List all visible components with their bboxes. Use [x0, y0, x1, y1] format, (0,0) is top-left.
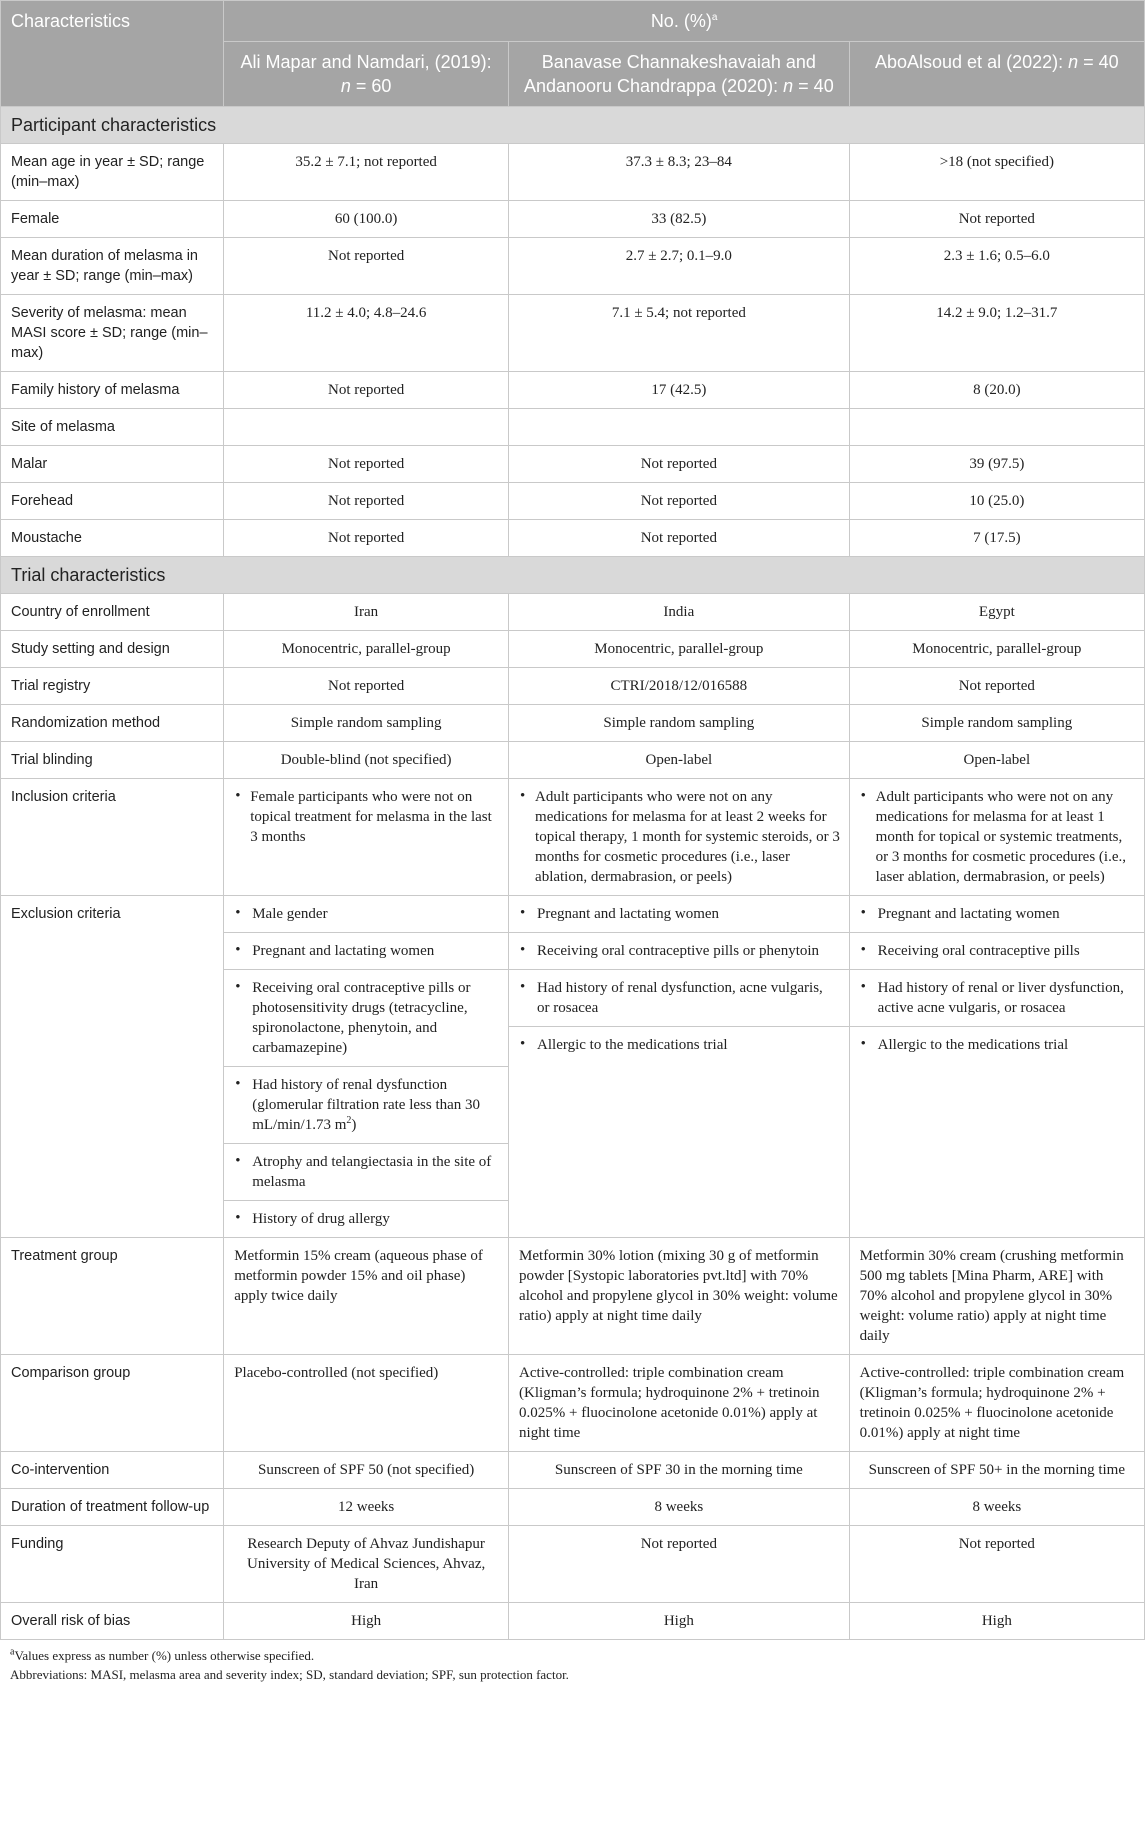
table-row — [1, 520, 1145, 557]
cell-study-3 — [849, 779, 1144, 896]
row-label: Site of melasma — [1, 409, 224, 446]
table-row — [1, 1526, 1145, 1603]
cell-study-3: 2.3 ± 1.6; 0.5–6.0 — [849, 238, 1144, 295]
row-label: Funding — [1, 1526, 224, 1603]
table-row — [1, 742, 1145, 779]
table-row — [1, 201, 1145, 238]
row-label: Trial blinding — [1, 742, 224, 779]
list-item — [509, 896, 849, 932]
header-study-2: Banavase Channakeshavaiah and Andanooru Chandrappa (2020): n = 40 — [509, 42, 850, 107]
row-label: Trial registry — [1, 668, 224, 705]
list-item — [224, 1143, 508, 1200]
closing-paren: ) — [351, 1117, 357, 1133]
table-row — [1, 238, 1145, 295]
row-label: Mean age in year ± SD; range (min–max) — [1, 144, 224, 201]
cell-study-2: 2.7 ± 2.7; 0.1–9.0 — [509, 238, 850, 295]
cell-study-3: Not reported — [849, 1526, 1144, 1603]
table-row — [1, 631, 1145, 668]
cell-study-2: CTRI/2018/12/016588 — [509, 668, 850, 705]
cell-study-3: Metformin 30% cream (crushing metformin 500 mg tablets [Mina Pharm, ARE] with 70% alcohol and propylene glycol in 30% weight: volume ratio) apply at night time daily — [849, 1238, 1144, 1355]
list-item-text: Allergic to the medications trial — [877, 1037, 1069, 1053]
row-label: Family history of melasma — [1, 372, 224, 409]
footnote-abbreviations: Abbreviations: MASI, melasma area and severity index; SD, standard deviation; SPF, sun protection factor. — [10, 1667, 569, 1682]
table-row — [1, 1238, 1145, 1355]
header-characteristics: Characteristics — [1, 1, 224, 107]
cell-study-2: Not reported — [509, 483, 850, 520]
table-row-inclusion — [1, 779, 1145, 896]
section-participant — [1, 107, 1145, 144]
cell-study-1 — [224, 409, 509, 446]
table-row-exclusion — [1, 896, 1145, 1238]
cell-study-2: Simple random sampling — [509, 705, 850, 742]
cell-study-3: >18 (not specified) — [849, 144, 1144, 201]
list-item — [509, 932, 849, 969]
cell-study-3: Simple random sampling — [849, 705, 1144, 742]
bullet-list — [509, 779, 849, 895]
cell-study-1: Monocentric, parallel-group — [224, 631, 509, 668]
row-label: Female — [1, 201, 224, 238]
cell-study-1: Research Deputy of Ahvaz Jundishapur University of Medical Sciences, Ahvaz, Iran — [224, 1526, 509, 1603]
table-row — [1, 1355, 1145, 1452]
cell-study-2: Sunscreen of SPF 30 in the morning time — [509, 1452, 850, 1489]
cell-study-1: Metformin 15% cream (aqueous phase of metformin powder 15% and oil phase) apply twice daily — [224, 1238, 509, 1355]
table-row — [1, 1452, 1145, 1489]
list-item — [224, 969, 508, 1066]
cell-study-2: Not reported — [509, 520, 850, 557]
list-item-text: Receiving oral contraceptive pills — [877, 943, 1080, 959]
list-item-text: Atrophy and telangiectasia in the site of melasma — [252, 1154, 492, 1190]
cell-study-1: Placebo-controlled (not specified) — [224, 1355, 509, 1452]
cell-study-2 — [509, 409, 850, 446]
cell-study-3: 14.2 ± 9.0; 1.2–31.7 — [849, 295, 1144, 372]
cell-study-1: 60 (100.0) — [224, 201, 509, 238]
footnote-values: $^a$Values express as number (%) unless otherwise specified. — [10, 1646, 315, 1663]
row-label: Overall risk of bias — [1, 1603, 224, 1640]
bullet-list — [850, 896, 1144, 1063]
cell-study-2: 33 (82.5) — [509, 201, 850, 238]
list-item-text: Pregnant and lactating women — [537, 906, 720, 922]
cell-study-1: Double-blind (not specified) — [224, 742, 509, 779]
cell-study-3: Open-label — [849, 742, 1144, 779]
list-item-text: Had history of renal dysfunction (glomerular filtration rate less than 30 mL/min/1.73 m — [252, 1077, 481, 1133]
cell-study-2: 37.3 ± 8.3; 23–84 — [509, 144, 850, 201]
list-item-text: Receiving oral contraceptive pills or phenytoin — [537, 943, 820, 959]
cell-study-2: 7.1 ± 5.4; not reported — [509, 295, 850, 372]
list-item — [850, 1026, 1144, 1063]
cell-study-3: Not reported — [849, 201, 1144, 238]
cell-study-3: Active-controlled: triple combination cream (Kligman’s formula; hydroquinone 2% + tretinoin 0.025% + fluocinolone acetonide 0.01%) apply at night time — [849, 1355, 1144, 1452]
list-item — [850, 932, 1144, 969]
list-item: • Female participants who were not on topical treatment for melasma in the last 3 months — [224, 779, 508, 855]
row-label: Severity of melasma: mean MASI score ± SD; range (min–max) — [1, 295, 224, 372]
cell-study-1: 35.2 ± 7.1; not reported — [224, 144, 509, 201]
list-item — [224, 1066, 508, 1143]
list-item-text: History of drug allergy — [252, 1211, 390, 1227]
section-title: Trial characteristics — [1, 557, 1145, 594]
cell-study-1 — [224, 779, 509, 896]
cell-study-1 — [224, 896, 509, 1238]
cell-study-1: High — [224, 1603, 509, 1640]
header-study-3: AboAlsoud et al (2022): n = 40 — [849, 42, 1144, 107]
cell-study-3: 8 weeks — [849, 1489, 1144, 1526]
header-study-1: Ali Mapar and Namdari, (2019): n = 60 — [224, 42, 509, 107]
table-row — [1, 594, 1145, 631]
row-label: Study setting and design — [1, 631, 224, 668]
cell-study-1: Not reported — [224, 483, 509, 520]
row-label: Randomization method — [1, 705, 224, 742]
cell-study-3: High — [849, 1603, 1144, 1640]
list-item-text: Allergic to the medications trial — [537, 1037, 728, 1053]
cell-study-1: 12 weeks — [224, 1489, 509, 1526]
row-label: Treatment group — [1, 1238, 224, 1355]
cell-study-2: Metformin 30% lotion (mixing 30 g of metformin powder [Systopic laboratories pvt.ltd] with 70% alcohol and propylene glycol in 30% weight: volume ratio) apply at night time daily — [509, 1238, 850, 1355]
table-row — [1, 409, 1145, 446]
cell-study-1: Not reported — [224, 238, 509, 295]
cell-study-1: Iran — [224, 594, 509, 631]
table-row — [1, 144, 1145, 201]
list-item — [850, 969, 1144, 1026]
cell-study-2: 8 weeks — [509, 1489, 850, 1526]
cell-study-1: Simple random sampling — [224, 705, 509, 742]
list-item-text: Receiving oral contraceptive pills or photosensitivity drugs (tetracycline, spironolactone, phenytoin, and carbamazepine) — [252, 980, 471, 1056]
list-item — [509, 969, 849, 1026]
list-item-text: Pregnant and lactating women — [252, 943, 435, 959]
cell-study-3: 8 (20.0) — [849, 372, 1144, 409]
row-label: Country of enrollment — [1, 594, 224, 631]
row-label: Co-intervention — [1, 1452, 224, 1489]
cell-study-2: India — [509, 594, 850, 631]
cell-study-3: Egypt — [849, 594, 1144, 631]
list-item-text: Had history of renal or liver dysfunction, active acne vulgaris, or rosacea — [877, 980, 1124, 1016]
list-item — [224, 932, 508, 969]
section-trial — [1, 557, 1145, 594]
cell-study-3 — [849, 409, 1144, 446]
cell-study-3: 7 (17.5) — [849, 520, 1144, 557]
cell-study-2: Not reported — [509, 446, 850, 483]
bullet-list — [224, 896, 508, 1237]
cell-study-1: Sunscreen of SPF 50 (not specified) — [224, 1452, 509, 1489]
cell-study-3: 39 (97.5) — [849, 446, 1144, 483]
row-label: Forehead — [1, 483, 224, 520]
cell-study-2: Active-controlled: triple combination cream (Kligman’s formula; hydroquinone 2% + tretinoin 0.025% + fluocinolone acetonide 0.01%) apply at night time — [509, 1355, 850, 1452]
cell-study-1: Not reported — [224, 446, 509, 483]
list-item-text: Had history of renal dysfunction, acne vulgaris, or rosacea — [537, 980, 823, 1016]
list-item — [224, 1200, 508, 1237]
bullet-list — [224, 779, 508, 855]
table-row — [1, 295, 1145, 372]
bullet-list — [850, 779, 1144, 895]
cell-study-1: Not reported — [224, 520, 509, 557]
list-item: • Adult participants who were not on any medications for melasma for at least 2 weeks for topical therapy, 1 month for systemic steroids, or 3 months for cosmetic procedures (i.e., laser ablation, dermabrasion, or peels) — [509, 779, 849, 895]
row-label: Moustache — [1, 520, 224, 557]
cell-study-2 — [509, 779, 850, 896]
cell-study-3: Not reported — [849, 668, 1144, 705]
table-row — [1, 668, 1145, 705]
superscript: 2 — [346, 1115, 352, 1126]
cell-study-3: 10 (25.0) — [849, 483, 1144, 520]
table-row — [1, 446, 1145, 483]
section-title: Participant characteristics — [1, 107, 1145, 144]
list-item-text: Male gender — [252, 906, 328, 922]
list-item-text: Pregnant and lactating women — [877, 906, 1060, 922]
bullet-list — [509, 896, 849, 1063]
list-item — [509, 1026, 849, 1063]
list-item — [850, 896, 1144, 932]
row-label: Exclusion criteria — [1, 896, 224, 1238]
table-row — [1, 372, 1145, 409]
row-label: Inclusion criteria — [1, 779, 224, 896]
row-label: Comparison group — [1, 1355, 224, 1452]
cell-study-2: 17 (42.5) — [509, 372, 850, 409]
row-label: Duration of treatment follow-up — [1, 1489, 224, 1526]
cell-study-3: Monocentric, parallel-group — [849, 631, 1144, 668]
cell-study-2 — [509, 896, 850, 1238]
header-no-pct: No. (%)$^a$ — [224, 1, 1145, 42]
cell-study-2: High — [509, 1603, 850, 1640]
table-row — [1, 705, 1145, 742]
cell-study-2: Open-label — [509, 742, 850, 779]
cell-study-2: Monocentric, parallel-group — [509, 631, 850, 668]
header-row-1 — [1, 1, 1145, 42]
cell-study-1: Not reported — [224, 668, 509, 705]
footnotes — [0, 1640, 1145, 1684]
cell-study-1: 11.2 ± 4.0; 4.8–24.6 — [224, 295, 509, 372]
cell-study-1: Not reported — [224, 372, 509, 409]
row-label: Malar — [1, 446, 224, 483]
table-row — [1, 483, 1145, 520]
cell-study-3 — [849, 896, 1144, 1238]
table-row — [1, 1603, 1145, 1640]
table-row — [1, 1489, 1145, 1526]
row-label: Mean duration of melasma in year ± SD; range (min–max) — [1, 238, 224, 295]
list-item: • Adult participants who were not on any medications for melasma for at least 1 month for topical or systemic treatments, or 3 months for cosmetic procedures (i.e., laser ablation, dermabrasion, or peels) — [850, 779, 1144, 895]
cell-study-2: Not reported — [509, 1526, 850, 1603]
list-item — [224, 896, 508, 932]
cell-study-3: Sunscreen of SPF 50+ in the morning time — [849, 1452, 1144, 1489]
